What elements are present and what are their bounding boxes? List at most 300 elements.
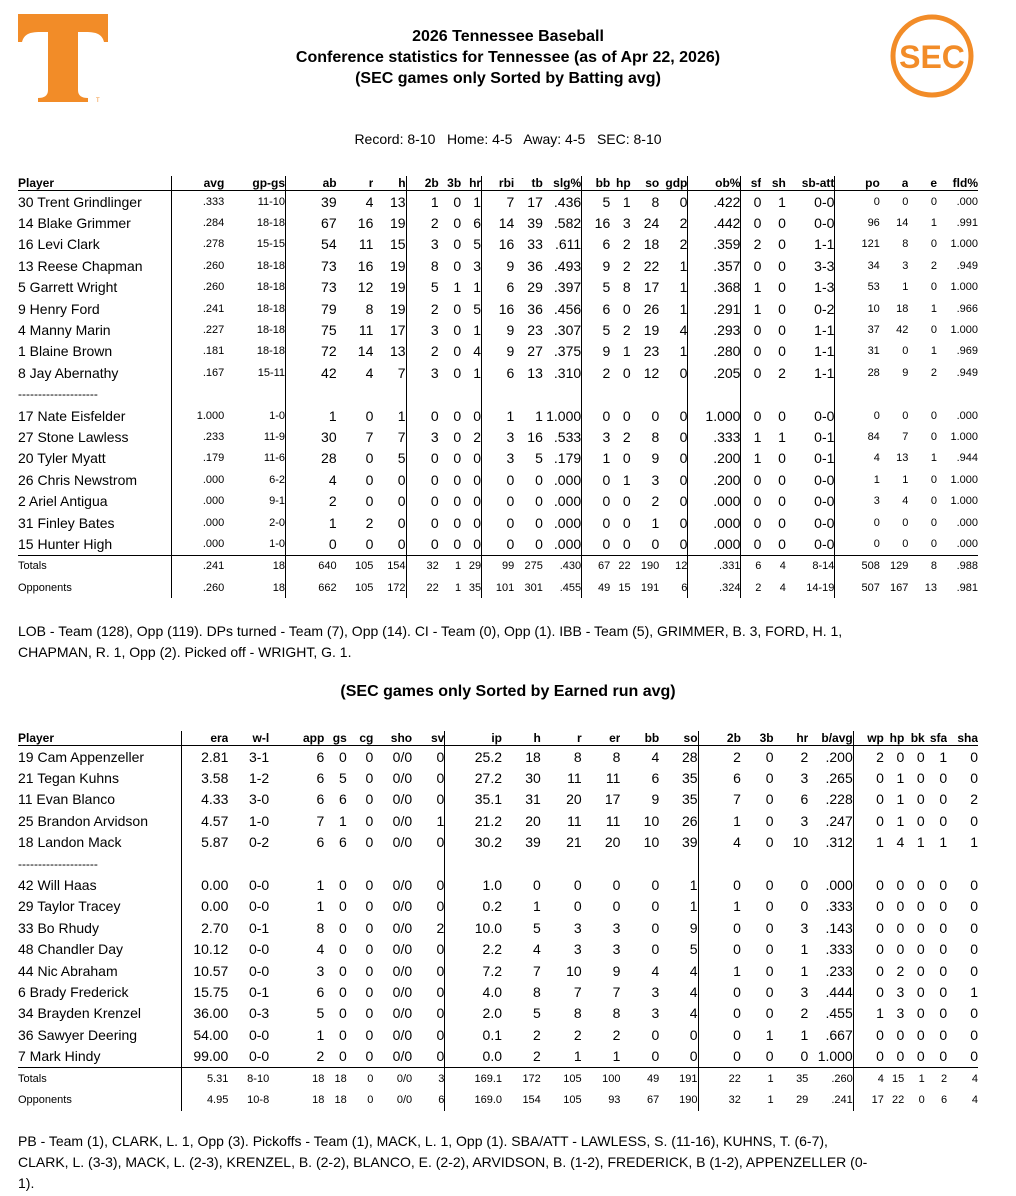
stat-cell: 0: [778, 514, 786, 531]
stat-cell: 4: [698, 832, 741, 853]
stat-cell: 0: [365, 983, 374, 1000]
stat-cell: 0/0: [392, 898, 413, 915]
stat-cell: .000: [553, 493, 582, 510]
stat-cell: 10: [566, 962, 582, 979]
stat-cell: 1: [930, 452, 937, 465]
stat-cell: 0: [397, 471, 406, 488]
player-row: [18, 277, 978, 298]
stat-cell: 0: [365, 1048, 374, 1065]
stat-cell: 0: [397, 514, 406, 531]
stat-cell: 0: [939, 962, 948, 979]
stat-cell: 0/0: [392, 983, 413, 1000]
stat-cell: 6: [438, 1093, 445, 1106]
stat-cell: 5: [535, 450, 543, 467]
stat-cell: 22: [643, 257, 660, 274]
stat-cell: 1: [397, 407, 406, 424]
stat-cell: 8: [533, 983, 541, 1000]
player-row: [18, 746, 978, 768]
stat-cell: 0: [689, 1026, 698, 1043]
stat-cell: 0: [365, 450, 374, 467]
stat-cell: 7: [397, 364, 406, 381]
column-header: bb: [582, 176, 611, 191]
stat-cell: .200: [825, 748, 853, 765]
stat-cell: 22: [698, 1067, 741, 1089]
stat-cell: 129: [880, 555, 909, 577]
stat-cell: 1: [902, 473, 909, 486]
stat-cell: 0: [365, 407, 374, 424]
column-header: a: [880, 176, 909, 191]
stat-cell: 0-0: [814, 407, 835, 424]
empty-cell: [853, 853, 884, 874]
player-row: [18, 341, 978, 362]
player-row: [18, 234, 978, 255]
stat-cell: 0: [339, 1026, 347, 1043]
stat-cell: 0: [896, 1048, 905, 1065]
stat-cell: .233: [825, 962, 853, 979]
stat-cell: .493: [553, 257, 582, 274]
stat-cell: 67: [582, 555, 611, 577]
stat-cell: 167: [890, 581, 909, 594]
stat-cell: 0: [778, 215, 786, 232]
stat-cell: 0: [918, 1093, 925, 1106]
player-row: [18, 981, 978, 1002]
empty-cell: [835, 384, 880, 405]
stat-cell: 0: [453, 193, 462, 210]
stat-cell: 6: [651, 770, 660, 787]
stat-cell: 0: [365, 941, 374, 958]
stat-cell: 2: [365, 514, 374, 531]
stat-cell: 0: [916, 877, 925, 894]
stat-cell: 0: [365, 919, 374, 936]
stat-cell: 0: [573, 898, 582, 915]
empty-cell: [347, 853, 374, 874]
stat-cell: 7: [316, 812, 325, 829]
stat-cell: 0: [835, 405, 880, 426]
stat-cell: 0: [436, 748, 445, 765]
stat-cell: 0.00: [181, 896, 228, 917]
stat-cell: 7: [612, 983, 621, 1000]
stat-cell: 662: [286, 577, 337, 598]
empty-cell: [925, 853, 947, 874]
stat-cell: 3: [896, 1005, 905, 1022]
stat-cell: 0: [535, 535, 543, 552]
empty-cell: [445, 853, 502, 874]
empty-cell: [373, 853, 412, 874]
stat-cell: 22: [892, 1093, 905, 1106]
stat-cell: 0: [916, 748, 925, 765]
stat-cell: 1-1: [814, 236, 835, 253]
stat-cell: 5: [406, 277, 439, 298]
stat-cell: 2: [622, 236, 631, 253]
stat-cell: 10.12: [181, 939, 228, 960]
stat-cell: 1-1: [814, 343, 835, 360]
stat-cell: 1: [896, 791, 905, 808]
stat-cell: 29: [796, 1093, 809, 1106]
stat-cell: .260: [808, 1067, 853, 1089]
stat-cell: 0: [482, 490, 515, 511]
stat-cell: 32: [698, 1089, 741, 1110]
player-row: [18, 789, 978, 810]
stat-cell: 16: [482, 298, 515, 319]
stat-cell: 34: [835, 255, 880, 276]
stat-cell: 99.00: [181, 1045, 228, 1067]
stat-cell: .000: [956, 516, 978, 529]
stat-cell: 2: [612, 1026, 621, 1043]
column-header: Player: [18, 176, 171, 191]
stat-cell: .284: [171, 212, 224, 233]
stat-cell: .324: [688, 577, 741, 598]
stat-cell: 0: [853, 981, 884, 1002]
stat-cell: 22: [610, 555, 630, 577]
stat-cell: 53: [835, 277, 880, 298]
stat-cell: 0: [679, 364, 688, 381]
player-name: 30 Trent Grindlinger: [18, 193, 142, 210]
stat-cell: 4.95: [181, 1089, 228, 1110]
stat-cell: 105: [337, 555, 374, 577]
stat-cell: 0: [778, 450, 786, 467]
stat-cell: 1: [533, 898, 541, 915]
stat-cell: 0: [778, 407, 786, 424]
stat-cell: 3: [406, 234, 439, 255]
report-title: 2026 Tennessee Baseball: [412, 28, 604, 45]
stat-cell: 0: [533, 877, 541, 894]
stat-cell: 72: [286, 341, 337, 362]
stat-cell: 0-0: [814, 514, 835, 531]
stat-cell: 4.0: [445, 981, 502, 1002]
stat-cell: .533: [553, 428, 582, 445]
stat-cell: 0: [453, 535, 462, 552]
stat-cell: 0: [473, 514, 482, 531]
stat-cell: 10-8: [247, 1093, 270, 1106]
player-row: [18, 426, 978, 447]
stat-cell: .241: [831, 1093, 853, 1106]
logo-right-text: SEC: [899, 39, 965, 75]
stat-cell: 154: [373, 555, 406, 577]
stat-cell: 0: [741, 362, 761, 383]
stat-cell: 28: [681, 748, 698, 765]
empty-cell: [947, 853, 978, 874]
stat-cell: 3: [316, 962, 325, 979]
stat-cell: 0: [853, 939, 884, 960]
stat-cell: 1: [930, 345, 937, 358]
stat-cell: 1: [853, 832, 884, 853]
stat-cell: 8: [573, 748, 582, 765]
stat-cell: 0: [482, 469, 515, 490]
stat-cell: .000: [171, 533, 224, 555]
stat-cell: .293: [688, 319, 741, 340]
stat-cell: 172: [502, 1067, 541, 1089]
player-name: 6 Brady Frederick: [18, 983, 129, 1000]
stat-cell: 3: [612, 919, 621, 936]
stat-cell: 0: [436, 941, 445, 958]
stat-cell: 1: [896, 770, 905, 787]
stat-cell: .260: [171, 577, 224, 598]
stat-cell: 1.000: [950, 324, 978, 337]
empty-cell: [741, 384, 761, 405]
stat-cell: 1: [316, 898, 325, 915]
stat-cell: 79: [286, 298, 337, 319]
stat-cell: 26: [681, 812, 698, 829]
stat-cell: 0: [765, 1048, 774, 1065]
stat-cell: 0: [916, 898, 925, 915]
stat-cell: 2: [853, 746, 884, 768]
empty-cell: [224, 384, 285, 405]
stat-cell: 32: [406, 555, 439, 577]
stat-cell: 1-1: [814, 364, 835, 381]
player-name: 27 Stone Lawless: [18, 428, 129, 445]
column-header: er: [582, 731, 621, 746]
stat-cell: 7: [533, 962, 541, 979]
column-header: h: [502, 731, 541, 746]
stat-cell: 13: [527, 364, 543, 381]
empty-cell: [937, 384, 978, 405]
separator-row: [18, 853, 978, 874]
stat-cell: 0: [902, 537, 909, 550]
stat-cell: 0: [741, 405, 761, 426]
stat-cell: 0: [365, 493, 374, 510]
stat-cell: 9: [902, 366, 909, 379]
stat-cell: 2: [406, 212, 439, 233]
player-name: 33 Bo Rhudy: [18, 919, 99, 936]
stat-cell: 169.0: [445, 1089, 502, 1110]
stat-cell: 73: [286, 255, 337, 276]
stat-cell: 2: [930, 259, 937, 272]
empty-cell: [286, 384, 337, 405]
stat-cell: 2: [316, 1048, 325, 1065]
column-header: hp: [884, 731, 904, 746]
stat-cell: 1: [698, 896, 741, 917]
stat-cell: 0-0: [248, 962, 270, 979]
stat-cell: 6: [698, 767, 741, 788]
stat-cell: 16: [357, 215, 374, 232]
stat-cell: 0: [698, 981, 741, 1002]
stat-cell: 8: [365, 300, 374, 317]
stat-cell: .233: [171, 426, 224, 447]
stat-cell: 15: [389, 236, 406, 253]
stat-cell: .227: [171, 319, 224, 340]
stat-cell: 0: [765, 941, 774, 958]
stat-cell: 25.2: [445, 746, 502, 768]
column-header: so: [659, 731, 698, 746]
stat-cell: 1: [741, 277, 761, 298]
player-row: [18, 319, 978, 340]
column-header: so: [631, 176, 660, 191]
player-name: 25 Brandon Arvidson: [18, 812, 148, 829]
stat-cell: 0: [916, 791, 925, 808]
totals-label: Opponents: [18, 1093, 72, 1106]
stat-cell: 2: [698, 746, 741, 768]
stat-cell: .179: [553, 450, 582, 467]
player-row: [18, 767, 978, 788]
stat-cell: 1.000: [950, 430, 978, 443]
stat-cell: 3-0: [248, 791, 270, 808]
stat-cell: 17: [853, 1089, 884, 1110]
empty-cell: [514, 384, 543, 405]
stat-cell: 0: [939, 791, 948, 808]
stat-cell: 1.0: [445, 874, 502, 895]
stat-cell: 0: [939, 919, 948, 936]
stat-cell: 0: [367, 1093, 374, 1106]
stat-cell: 16: [482, 234, 515, 255]
player-name: 8 Jay Abernathy: [18, 364, 119, 381]
stat-cell: 0: [365, 877, 374, 894]
stat-cell: 1.000: [171, 405, 224, 426]
stat-cell: 2: [436, 919, 445, 936]
stat-cell: 1: [800, 1026, 809, 1043]
stat-cell: .000: [553, 514, 582, 531]
stat-cell: 30: [286, 426, 337, 447]
stat-cell: 0: [453, 257, 462, 274]
player-row: [18, 939, 978, 960]
stat-cell: 0: [473, 493, 482, 510]
stat-cell: 2: [679, 236, 688, 253]
stat-cell: 6: [316, 834, 325, 851]
stat-cell: 0: [339, 898, 347, 915]
stat-cell: 5: [689, 941, 698, 958]
stat-cell: 169.1: [445, 1067, 502, 1089]
stat-cell: 0: [698, 917, 741, 938]
stat-cell: 2: [406, 341, 439, 362]
stat-cell: 0-0: [248, 898, 270, 915]
stat-cell: .247: [825, 812, 853, 829]
player-name: 31 Finley Bates: [18, 514, 115, 531]
stat-cell: 2: [930, 366, 937, 379]
stat-cell: 0: [939, 1005, 948, 1022]
player-row: [18, 1024, 978, 1045]
stat-cell: 8: [622, 279, 631, 296]
column-header: ab: [286, 176, 337, 191]
stat-cell: 0: [970, 770, 978, 787]
stat-cell: 1: [286, 405, 337, 426]
column-header: sf: [741, 176, 761, 191]
stat-cell: 10: [792, 834, 809, 851]
stat-cell: 20: [525, 812, 541, 829]
stat-cell: 33: [527, 236, 543, 253]
empty-cell: [884, 853, 904, 874]
stat-cell: 0: [622, 364, 631, 381]
stat-cell: 1: [741, 298, 761, 319]
stat-cell: .357: [688, 255, 741, 276]
empty-cell: [631, 384, 660, 405]
stat-cell: 9: [482, 319, 515, 340]
stat-cell: 1-1: [814, 322, 835, 339]
column-header: gs: [324, 731, 346, 746]
stat-cell: .000: [956, 537, 978, 550]
stat-cell: 5: [339, 770, 347, 787]
stat-cell: 39: [525, 834, 541, 851]
column-header: tb: [514, 176, 543, 191]
stat-cell: 11-10: [257, 195, 286, 208]
stat-cell: 2: [582, 362, 611, 383]
stat-cell: 1: [679, 279, 688, 296]
stat-cell: 49: [582, 577, 611, 598]
stat-cell: 93: [608, 1093, 621, 1106]
stat-cell: 1: [622, 471, 631, 488]
stat-cell: 1-3: [814, 279, 835, 296]
stat-cell: 18-18: [256, 324, 286, 337]
stat-cell: 11: [358, 322, 374, 339]
stat-cell: 105: [541, 1067, 582, 1089]
stat-cell: 0: [741, 512, 761, 533]
stat-cell: 0: [853, 1045, 884, 1067]
stat-cell: .397: [553, 279, 582, 296]
stat-cell: 0: [939, 1026, 948, 1043]
stat-cell: 8: [651, 428, 660, 445]
stat-cell: .442: [688, 212, 741, 233]
stat-cell: 0: [582, 512, 611, 533]
stat-cell: 190: [631, 555, 660, 577]
stat-cell: 0: [765, 812, 774, 829]
stat-cell: 39: [681, 834, 698, 851]
stat-cell: 1: [473, 279, 482, 296]
stat-cell: 0: [651, 535, 660, 552]
stat-cell: 0: [622, 407, 631, 424]
stat-cell: 0: [896, 1026, 905, 1043]
stat-cell: 39: [286, 191, 337, 213]
stat-cell: .200: [688, 469, 741, 490]
stat-cell: 0: [286, 533, 337, 555]
stat-cell: .331: [688, 555, 741, 577]
stat-cell: 2: [800, 748, 809, 765]
stat-cell: 11-9: [263, 430, 286, 443]
stat-cell: 0: [698, 1003, 741, 1024]
totals-row: [18, 1089, 978, 1110]
stat-cell: 19: [389, 279, 406, 296]
stat-cell: .981: [956, 581, 978, 594]
empty-cell: [406, 384, 439, 405]
stat-cell: 0: [582, 490, 611, 511]
stat-cell: 30: [525, 770, 541, 787]
empty-cell: [541, 853, 582, 874]
stat-cell: 1: [679, 343, 688, 360]
stat-cell: 8-14: [786, 555, 835, 577]
player-name: 21 Tegan Kuhns: [18, 770, 119, 787]
stat-cell: 1: [316, 1026, 325, 1043]
stat-cell: 2: [679, 215, 688, 232]
stat-cell: 9: [651, 791, 660, 808]
column-header: fld%: [937, 176, 978, 191]
stat-cell: 0: [916, 1026, 925, 1043]
stat-cell: 0: [939, 983, 948, 1000]
stat-cell: 0: [339, 1048, 347, 1065]
stat-cell: .430: [543, 555, 582, 577]
stat-cell: 1: [902, 281, 909, 294]
stat-cell: 0: [365, 748, 374, 765]
stat-cell: 0: [853, 874, 884, 895]
stat-cell: 1: [939, 748, 948, 765]
stat-cell: 30.2: [445, 832, 502, 853]
stat-cell: 18: [224, 555, 285, 577]
stat-cell: 1: [741, 1067, 774, 1089]
stat-cell: 4: [365, 193, 374, 210]
stat-cell: 4: [853, 1067, 884, 1089]
empty-cell: [698, 853, 741, 874]
column-header: app: [269, 731, 324, 746]
column-header: e: [908, 176, 937, 191]
player-name: 2 Ariel Antigua: [18, 493, 108, 510]
stat-cell: .200: [688, 448, 741, 469]
stat-cell: 54: [286, 234, 337, 255]
stat-cell: 0: [930, 495, 937, 508]
stat-cell: 0: [765, 983, 774, 1000]
stat-cell: 0.0: [445, 1045, 502, 1067]
pitching-stats-table: [18, 731, 978, 1111]
stat-cell: 1: [439, 555, 461, 577]
stat-cell: 11: [567, 770, 582, 787]
stat-cell: 7.2: [445, 960, 502, 981]
stat-cell: 5: [473, 300, 482, 317]
stat-cell: 1-0: [269, 537, 286, 550]
